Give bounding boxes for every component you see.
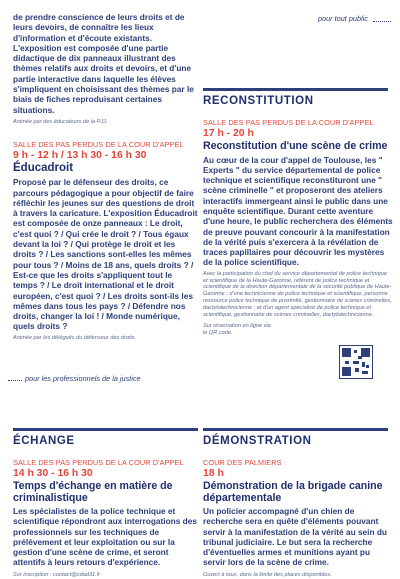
demonstration-title: Démonstration de la brigade canine départementale [203, 480, 383, 504]
educadroit-text: Proposé par le défenseur des droits, ce parcours pédagogique a pour objectif de faire réfléchir les jeunes sur des questions de droit à travers la caricature. L'exposition Éducadroit est composée de onze panneaux : Le droit, c'est quoi ? / Qui crée le droit ? / Tous égaux devant la loi ? / Qui protège le droit et les droits ? / Les sanctions sont-elles les mêmes pour tous ? / Moins de 18 ans, quels droits ? / Est-ce que les droits s'appliquent tout le temps ? / Le droit international et le droit européen, c'est quoi ? / Les droits sont-ils les mêmes dans tous les pays ? / Défendre nos droits, changer la loi ! / Monde numérique, quels droits ? [13, 177, 198, 332]
educadroit-note: Animée par les délégués du défenseur des droits. [13, 334, 137, 341]
reconstitution-venue: SALLE DES PAS PERDUS DE LA COUR D'APPEL [203, 118, 374, 127]
pro-tag-dots [8, 380, 22, 381]
reconstitution-bar [203, 88, 388, 91]
demonstration-section-title [203, 428, 388, 447]
demonstration-section-label: DÉMONSTRATION [203, 435, 312, 447]
right-column-reconstitution [203, 118, 393, 337]
left-column-echange [13, 458, 198, 579]
public-tag-dots [373, 21, 391, 22]
reconstitution-time: 17 h - 20 h [203, 128, 254, 139]
demonstration-bar [203, 428, 388, 431]
echange-note: Sur inscription : contact@cdad31.fr [13, 571, 101, 578]
intro-note: Animée par des éducateurs de la PJJ. [13, 118, 108, 125]
demonstration-text: Un policier accompagné d'un chien de recherche sera en quête d'éléments pouvant servir à la manifestation de la vérité au sein du tribunal judiciaire. Le but sera la recherche d'éventuelles armes et munitions ayant pu servir lors de la scène de crime. [203, 506, 387, 568]
public-tag-label: pour tout public [318, 14, 368, 23]
echange-title: Temps d'échange en matière de criminalistique [13, 480, 173, 504]
left-column-top [13, 12, 198, 342]
educadroit-title: Éducadroit [13, 161, 74, 174]
demonstration-time: 18 h [203, 468, 224, 479]
qr-code[interactable] [339, 345, 373, 379]
echange-section-label: ÉCHANGE [13, 435, 75, 447]
reconstitution-title: Reconstitution d'une scène de crime [203, 140, 388, 152]
reconstitution-section-label: RECONSTITUTION [203, 95, 314, 107]
educadroit-venue: SALLE DES PAS PERDUS DE LA COUR D'APPEL [13, 139, 184, 149]
intro-paragraph: de prendre conscience de leurs droits et de leurs devoirs, de connaître les lieux d'information et d'écoute existants. L'exposition est composée d'une partie didactique de dix panneaux illustrant des thèmes relatifs aux droits et devoirs, et d'une partie interactive dans laquelle les élèves s'impliquent en choisissant des thèmes par le biais de fiches reproduisant certaines situations. [13, 12, 194, 115]
echange-section-title [13, 428, 198, 447]
right-column-demonstration [203, 458, 393, 579]
echange-time: 14 h 30 - 16 h 30 [13, 468, 93, 479]
echange-bar [13, 428, 198, 431]
educadroit-time: 9 h - 12 h / 13 h 30 - 16 h 30 [13, 149, 147, 161]
echange-text: Les spécialistes de la police technique et scientifique répondront aux interrogations des professionnels sur les techniques de prélèvement et leur exploitation ou sur la gestion d'une scène de crime, et seront attentifs à leurs retours d'expérience. [13, 506, 197, 568]
demonstration-note: Ouvert à tous, dans la limite des places disponibles. [203, 571, 332, 578]
reconstitution-note: Avec la participation du chef du service départemental de police technique et scientifique de la Haute-Garonne, référent de police technique et scientifique de la direction départementale de la sécurité publique de Haute-Garonne ; d'une technicienne de police technique et scientifique, personne ressource police technique de proximité, gestionnaire de scènes criminelles, dactylotechnicienne ; et d'un agent spécialisé de police technique et scientifique, gestionnaire de scènes criminelles, dactylotechnicienne. [203, 270, 392, 318]
pro-tag [25, 374, 141, 383]
reconstitution-section-title [203, 88, 388, 107]
demonstration-venue: COUR DES PALMIERS [203, 458, 282, 467]
reconstitution-text: Au cœur de la cour d'appel de Toulouse, les " Experts " du service départemental de police technique et scientifique reconstituront une " scène criminelle " et proposeront des ateliers interactifs immergeant ainsi le public dans une enquête scientifique. Durant cette aventure d'une heure, le public recherchera des éléments de preuve pouvant concourir à la manifestation de la vérité puis s'exercera à la révélation de traces papillaires pour découvrir les mystères de la police scientifique. [203, 154, 393, 268]
public-tag [318, 14, 368, 23]
reservation-note: Sur réservation en ligne via le QR code. [203, 323, 271, 337]
pro-tag-label: pour les professionnels de la justice [25, 374, 141, 383]
echange-venue: SALLE DES PAS PERDUS DE LA COUR D'APPEL [13, 458, 184, 467]
